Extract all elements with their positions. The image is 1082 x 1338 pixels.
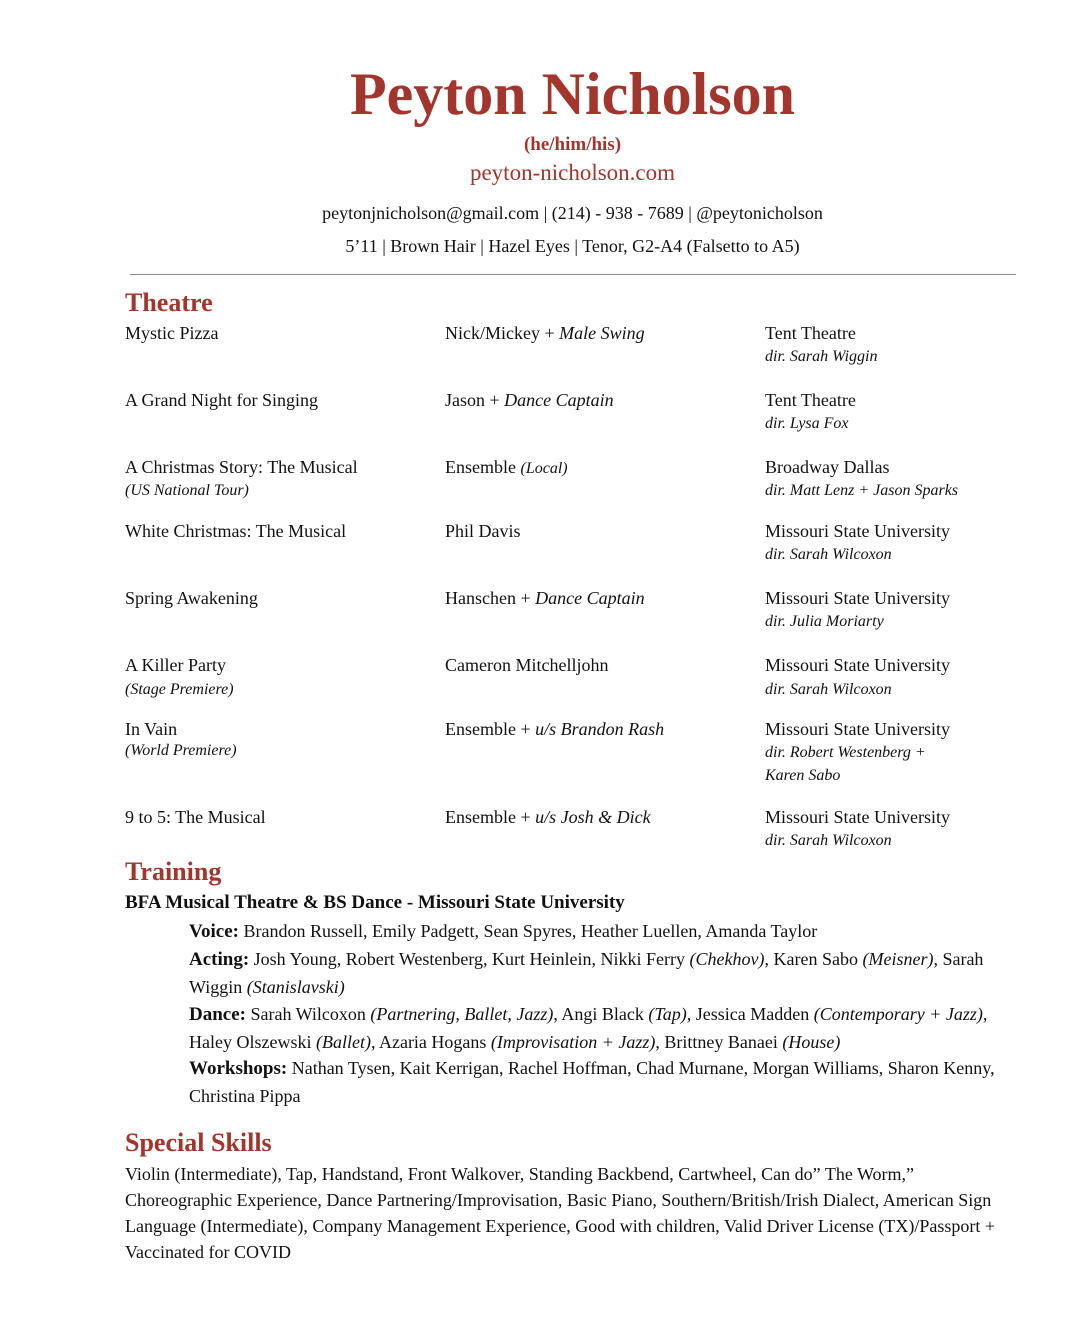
director: dir. Matt Lenz + Jason Sparks xyxy=(765,482,959,499)
role: Ensemble + u/s Josh & Dick xyxy=(445,807,651,827)
venue: Missouri State University xyxy=(765,521,950,541)
venue: Missouri State University xyxy=(765,807,950,827)
theatre-heading: Theatre xyxy=(125,288,213,317)
venue: Missouri State University xyxy=(765,655,950,675)
director: dir. Robert Westenberg + Karen Sabo xyxy=(765,744,926,784)
venue: Missouri State University xyxy=(765,719,950,739)
role: Ensemble + u/s Brandon Rash xyxy=(445,719,665,739)
venue: Broadway Dallas xyxy=(765,457,890,477)
role: Nick/Mickey + Male Swing xyxy=(445,323,645,343)
show-note: (World Premiere) xyxy=(125,742,237,759)
role: Phil Davis xyxy=(445,521,521,541)
show-note: (Stage Premiere) xyxy=(125,681,234,698)
workshops-training: Workshops: Nathan Tysen, Kait Kerrigan, Rachel Hoffman, Chad Murnane, Morgan Williams, Sharon Kenny, Christina Pippa xyxy=(189,1058,995,1106)
resume-name: Peyton Nicholson xyxy=(349,61,796,127)
voice-training: Voice: Brandon Russell, Emily Padgett, Sean Spyres, Heather Luellen, Amanda Taylor xyxy=(189,921,818,942)
director: dir. Sarah Wilcoxon xyxy=(765,681,892,698)
director: dir. Julia Moriarty xyxy=(765,613,884,630)
director: dir. Sarah Wilcoxon xyxy=(765,832,892,849)
show-title: In Vain xyxy=(125,719,178,739)
acting-training: Acting: Josh Young, Robert Westenberg, Kurt Heinlein, Nikki Ferry (Chekhov), Karen Sabo (Meisner), Sarah Wiggin (Stanislavski) xyxy=(189,949,984,997)
venue: Tent Theatre xyxy=(765,323,856,343)
show-title: Spring Awakening xyxy=(125,588,258,608)
skills-heading: Special Skills xyxy=(125,1128,272,1157)
role: Cameron Mitchelljohn xyxy=(445,655,609,675)
stats-line: 5’11 | Brown Hair | Hazel Eyes | Tenor, G2-A4 (Falsetto to A5) xyxy=(345,236,800,256)
training-heading: Training xyxy=(125,857,222,886)
director: dir. Sarah Wiggin xyxy=(765,348,878,365)
venue: Tent Theatre xyxy=(765,390,856,410)
show-title: A Killer Party xyxy=(125,655,226,675)
show-title: Mystic Pizza xyxy=(125,323,219,343)
contact-line: peytonjnicholson@gmail.com | (214) - 938 - 7689 | @peytonicholson xyxy=(322,203,823,223)
dance-training: Dance: Sarah Wilcoxon (Partnering, Ballet, Jazz), Angi Black (Tap), Jessica Madden (Contemporary + Jazz), Haley Olszewski (Ballet), Azaria Hogans (Improvisation + Jazz), Brittney Banaei (House) xyxy=(189,1004,988,1052)
role: Jason + Dance Captain xyxy=(445,390,614,410)
show-note: (US National Tour) xyxy=(125,482,249,499)
header-divider xyxy=(130,274,1016,275)
show-title: White Christmas: The Musical xyxy=(125,521,347,541)
show-title: A Christmas Story: The Musical xyxy=(125,457,358,477)
venue: Missouri State University xyxy=(765,588,950,608)
role: Hanschen + Dance Captain xyxy=(445,588,645,608)
show-title: 9 to 5: The Musical xyxy=(125,807,266,827)
show-title: A Grand Night for Singing xyxy=(125,390,318,410)
website-link[interactable]: peyton-nicholson.com xyxy=(469,160,676,185)
role: Ensemble (Local) xyxy=(445,457,568,477)
skills-text: Violin (Intermediate), Tap, Handstand, Front Walkover, Standing Backbend, Cartwheel, Can do” The Worm,” Choreographic Experience, Dance Partnering/Improvisation, Basic Piano, Southern/British/Irish Dialect, American Sign Language (Intermediate), Company Management Experience, Good with children, Valid Driver License (TX)/Passport + Vaccinated for COVID xyxy=(125,1164,996,1262)
director: dir. Sarah Wilcoxon xyxy=(765,546,892,563)
pronouns: (he/him/his) xyxy=(523,134,622,155)
director: dir. Lysa Fox xyxy=(765,415,849,432)
degree-line: BFA Musical Theatre & BS Dance - Missouri State University xyxy=(125,892,625,913)
